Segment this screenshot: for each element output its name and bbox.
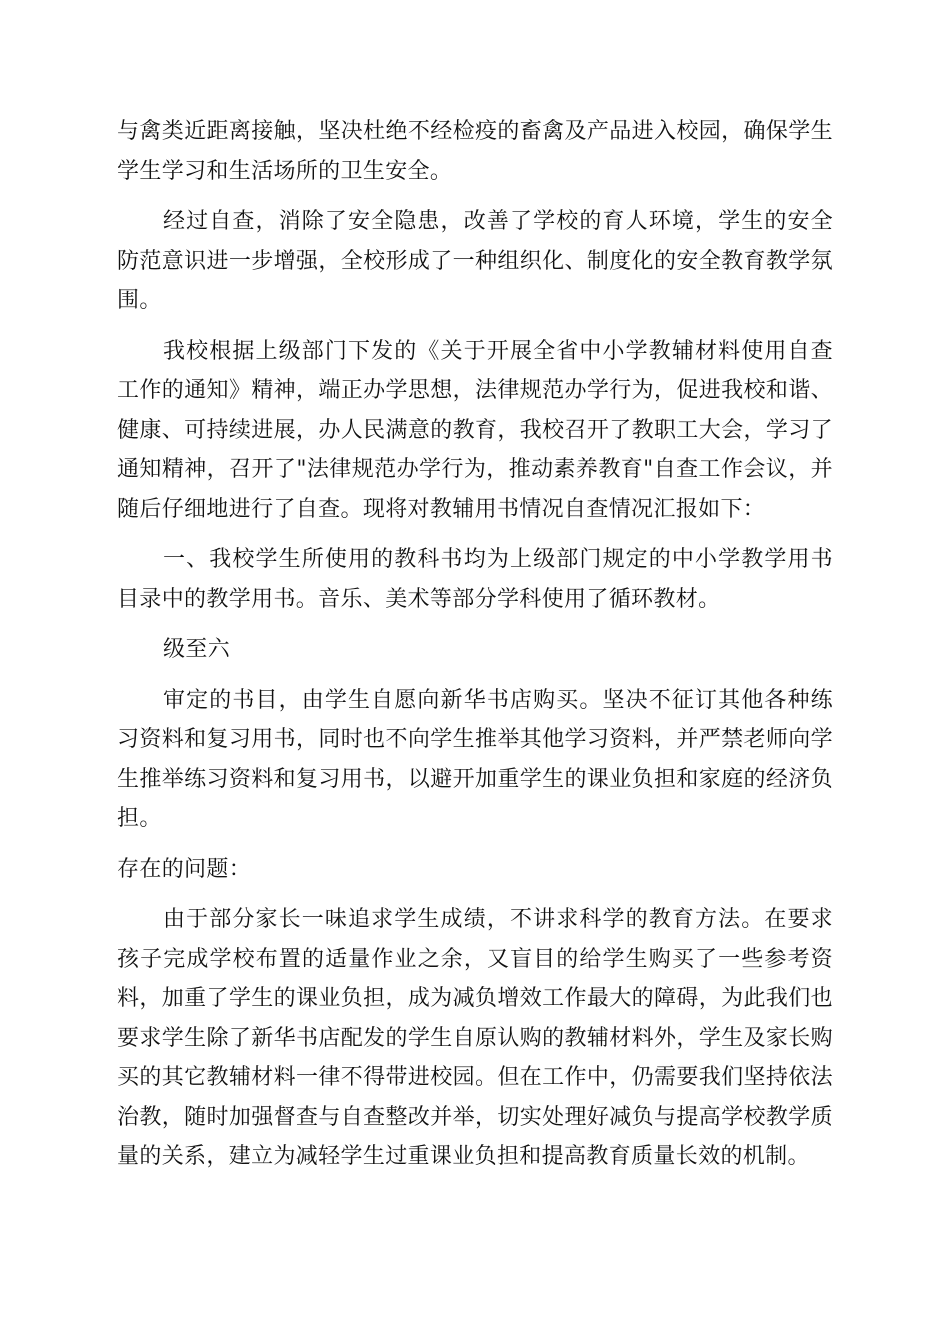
paragraph-grade-fragment: 级至六 <box>163 637 231 662</box>
paragraph-self-inspection-result: 经过自查，消除了安全隐患，改善了学校的育人环境，学生的安全防范意识进一步增强，全校形成了一种组织化、制度化的安全教育教学氛围。 <box>117 209 833 313</box>
document-body <box>117 112 833 1188</box>
paragraph-hygiene-safety: 与禽类近距离接触，坚决杜绝不经检疫的畜禽及产品进入校园，确保学生学生学习和生活场所的卫生安全。 <box>117 119 833 184</box>
paragraph-approved-books: 审定的书目，由学生自愿向新华书店购买。坚决不征订其他各种练习资料和复习用书，同时也不向学生推举其他学习资料，并严禁老师向学生推举练习资料和复习用书，以避开加重学生的课业负担和家庭的经济负担。 <box>117 687 833 831</box>
paragraph-notice-background: 我校根据上级部门下发的《关于开展全省中小学教辅材料使用自查工作的通知》精神，端正办学思想，法律规范办学行为，促进我校和谐、健康、可持续进展，办人民满意的教育，我校召开了教职工大会，学习了通知精神，召开了"法律规范办学行为，推动素养教育"自查工作会议，并随后仔细地进行了自查。现将对教辅用书情况自查情况汇报如下： <box>117 338 833 522</box>
section-heading-problems: 存在的问题： <box>117 856 252 882</box>
paragraph-textbooks: 一、我校学生所使用的教科书均为上级部门规定的中小学教学用书目录中的教学用书。音乐、美术等部分学科使用了循环教材。 <box>117 547 833 612</box>
paragraph-problems-detail: 由于部分家长一味追求学生成绩，不讲求科学的教育方法。在要求孩子完成学校布置的适量作业之余，又盲目的给学生购买了一些参考资料，加重了学生的课业负担，成为减负增效工作最大的障碍，为此我们也要求学生除了新华书店配发的学生自原认购的教辅材料外，学生及家长购买的其它教辅材料一律不得带进校园。但在工作中，仍需要我们坚持依法治教，随时加强督查与自查整改并举，切实处理好减负与提高学校教学质量的关系，建立为减轻学生过重课业负担和提高教育质量长效的机制。 <box>117 907 833 1169</box>
